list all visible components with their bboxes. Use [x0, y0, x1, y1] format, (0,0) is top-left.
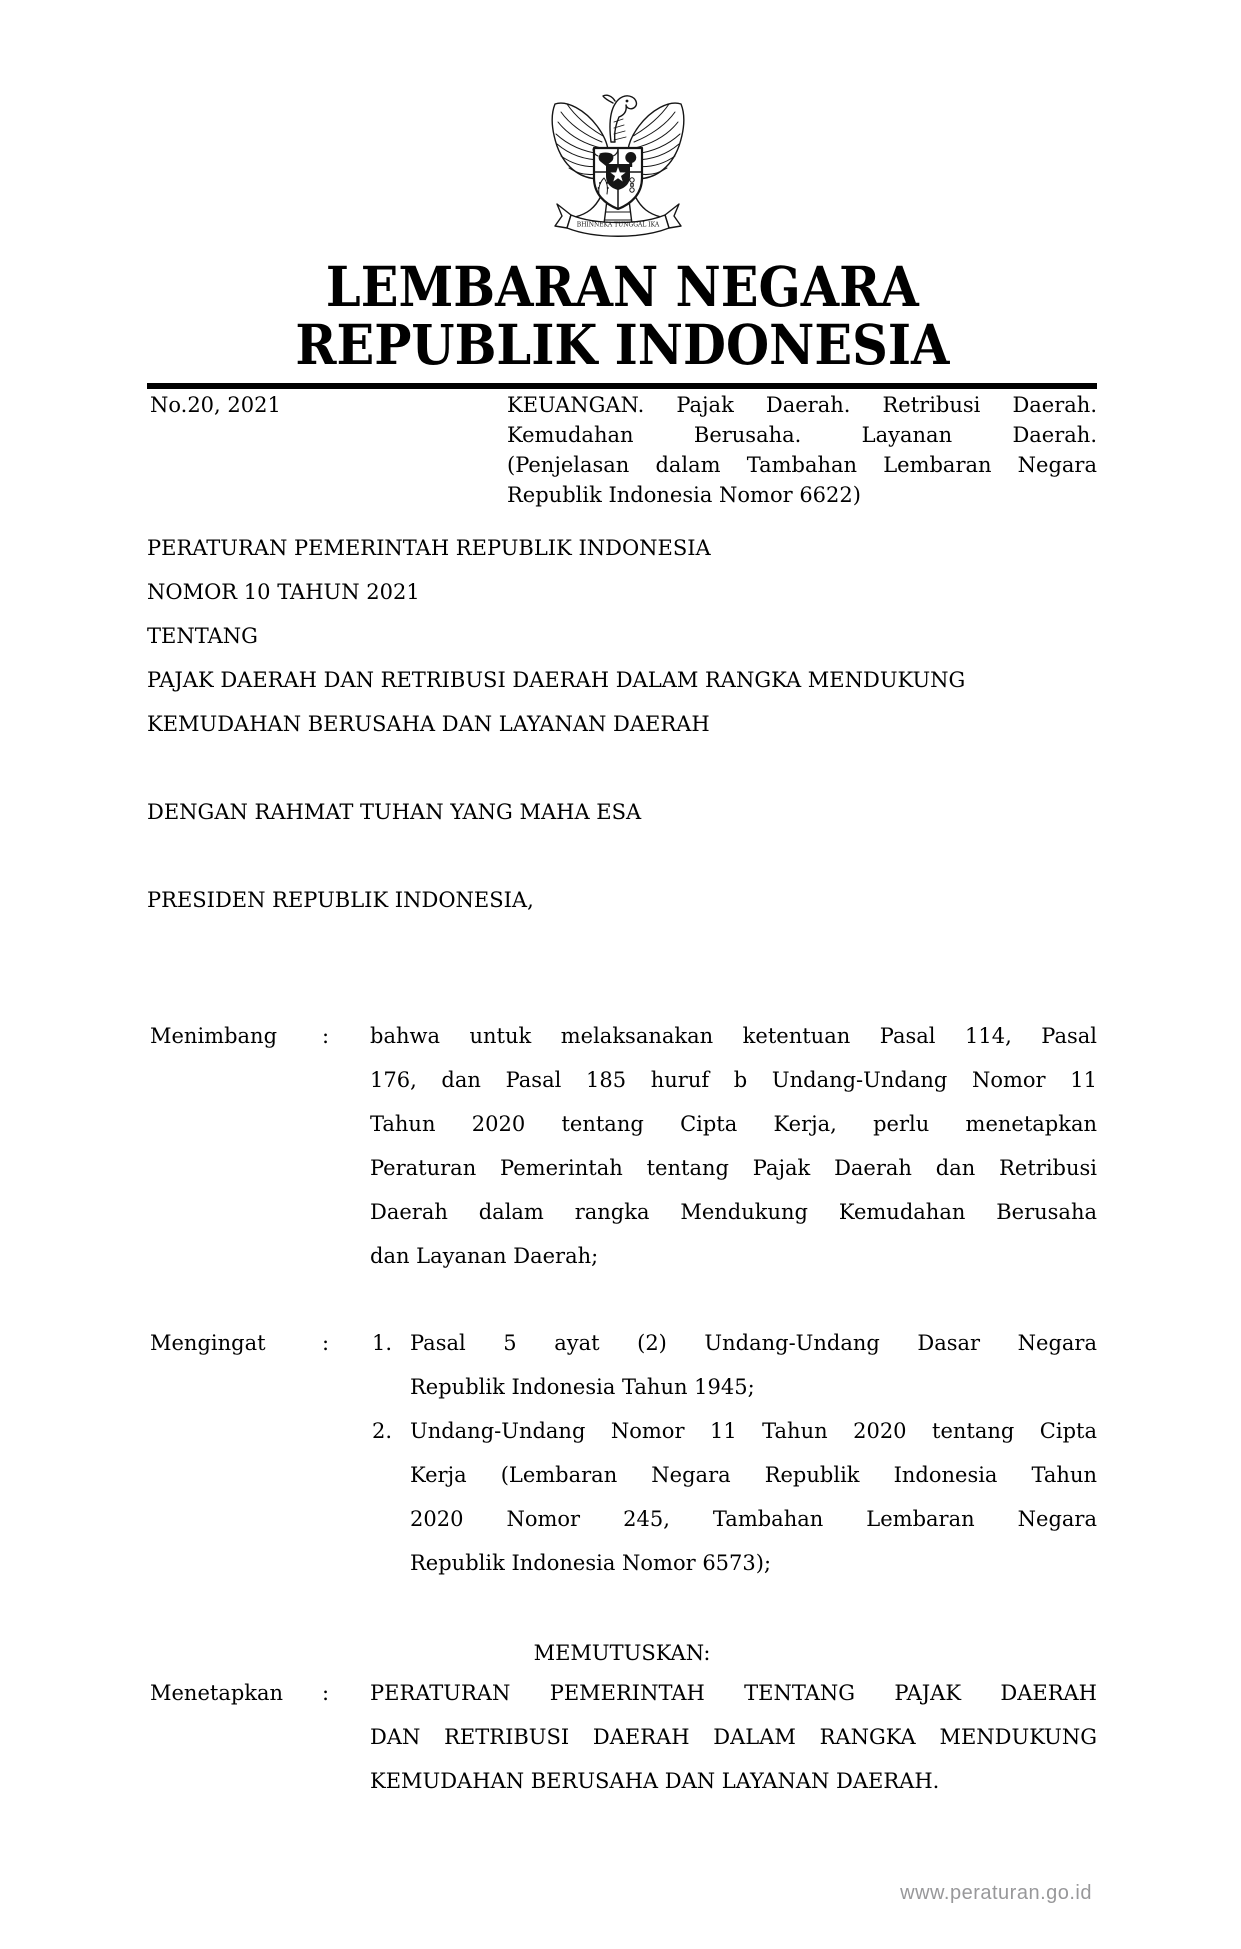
garuda-pancasila-emblem [545, 84, 691, 242]
menetapkan-colon: : [322, 1681, 330, 1705]
pancasila-shield [593, 148, 642, 209]
leg-left [575, 196, 601, 217]
text-line: Republik Indonesia Nomor 6573); [410, 1551, 772, 1575]
regulation-title-block [147, 526, 1097, 922]
enactment-section [147, 1671, 1097, 1803]
text-line: Tahun 2020 tentang Cipta Kerja, perlu menetapkan [370, 1112, 1097, 1136]
text-line: Daerah dalam rangka Mendukung Kemudahan Berusaha [370, 1200, 1097, 1224]
text-line: Republik Indonesia Nomor 6622) [507, 483, 861, 507]
text-line: Undang-Undang Nomor 11 Tahun 2020 tentang Cipta [410, 1419, 1097, 1443]
text-line: bahwa untuk melaksanakan ketentuan Pasal 114, Pasal [370, 1024, 1097, 1048]
legal-basis-item-2-text [410, 1409, 1097, 1585]
text-line [147, 746, 1097, 790]
text-line: 176, dan Pasal 185 huruf b Undang-Undang Nomor 11 [370, 1068, 1097, 1092]
menetapkan-label: Menetapkan [150, 1681, 284, 1705]
text-line: PAJAK DAERAH DAN RETRIBUSI DAERAH DALAM RANGKA MENDUKUNG [147, 668, 966, 692]
menimbang-label: Menimbang [150, 1024, 278, 1048]
text-line: PRESIDEN REPUBLIK INDONESIA, [147, 888, 534, 912]
mengingat-colon: : [322, 1331, 330, 1355]
text-line: Republik Indonesia Tahun 1945; [410, 1375, 755, 1399]
text-line: NOMOR 10 TAHUN 2021 [147, 580, 420, 604]
masthead-divider [147, 383, 1097, 389]
text-line: TENTANG [147, 624, 258, 648]
motto-text: BHINNEKA TUNGGAL IKA [576, 221, 660, 229]
mengingat-label: Mengingat [150, 1331, 266, 1355]
text-line: dan Layanan Daerah; [370, 1244, 599, 1268]
text-line: DAN RETRIBUSI DAERAH DALAM RANGKA MENDUKUNG [370, 1725, 1097, 1749]
text-line: 2020 Nomor 245, Tambahan Lembaran Negara [410, 1507, 1097, 1531]
legal-basis-item-2 [372, 1409, 1097, 1585]
text-line: PERATURAN PEMERINTAH REPUBLIK INDONESIA [147, 536, 711, 560]
item-number: 1. [372, 1331, 393, 1355]
text-line: (Penjelasan dalam Tambahan Lembaran Negara [507, 453, 1097, 477]
item-number: 2. [372, 1419, 393, 1443]
menimbang-text [370, 1014, 1097, 1278]
considering-section [147, 1014, 1097, 1278]
leg-right [635, 196, 661, 217]
text-line: KEMUDAHAN BERUSAHA DAN LAYANAN DAERAH. [370, 1769, 940, 1793]
subject-classification [507, 390, 1097, 510]
legal-basis-section [147, 1321, 1097, 1585]
text-line: DENGAN RAHMAT TUHAN YANG MAHA ESA [147, 800, 642, 824]
legal-basis-item-1 [372, 1321, 1097, 1409]
website-watermark: www.peraturan.go.id [900, 1882, 1092, 1904]
eagle-head [603, 95, 636, 142]
issue-number: No.20, 2021 [150, 393, 281, 417]
text-line: Peraturan Pemerintah tentang Pajak Daerah dan Retribusi [370, 1156, 1097, 1180]
memutuskan-heading: MEMUTUSKAN: [533, 1641, 711, 1665]
masthead-title [147, 254, 1097, 377]
text-line: PERATURAN PEMERINTAH TENTANG PAJAK DAERAH [370, 1681, 1097, 1705]
text-line: Kemudahan Berusaha. Layanan Daerah. [507, 423, 1097, 447]
text-line: Kerja (Lembaran Negara Republik Indonesia Tahun [410, 1463, 1097, 1487]
menetapkan-text [370, 1671, 1097, 1803]
text-line: Pasal 5 ayat (2) Undang-Undang Dasar Negara [410, 1331, 1097, 1355]
text-line [147, 834, 1097, 878]
menimbang-colon: : [322, 1024, 330, 1048]
masthead-title-line1: LEMBARAN NEGARA [325, 254, 919, 319]
text-line: KEMUDAHAN BERUSAHA DAN LAYANAN DAERAH [147, 712, 710, 736]
text-line: KEUANGAN. Pajak Daerah. Retribusi Daerah. [507, 393, 1097, 417]
mengingat-list [370, 1321, 1097, 1585]
legal-basis-item-1-text [410, 1321, 1097, 1409]
masthead-title-line2: REPUBLIK INDONESIA [294, 312, 950, 377]
